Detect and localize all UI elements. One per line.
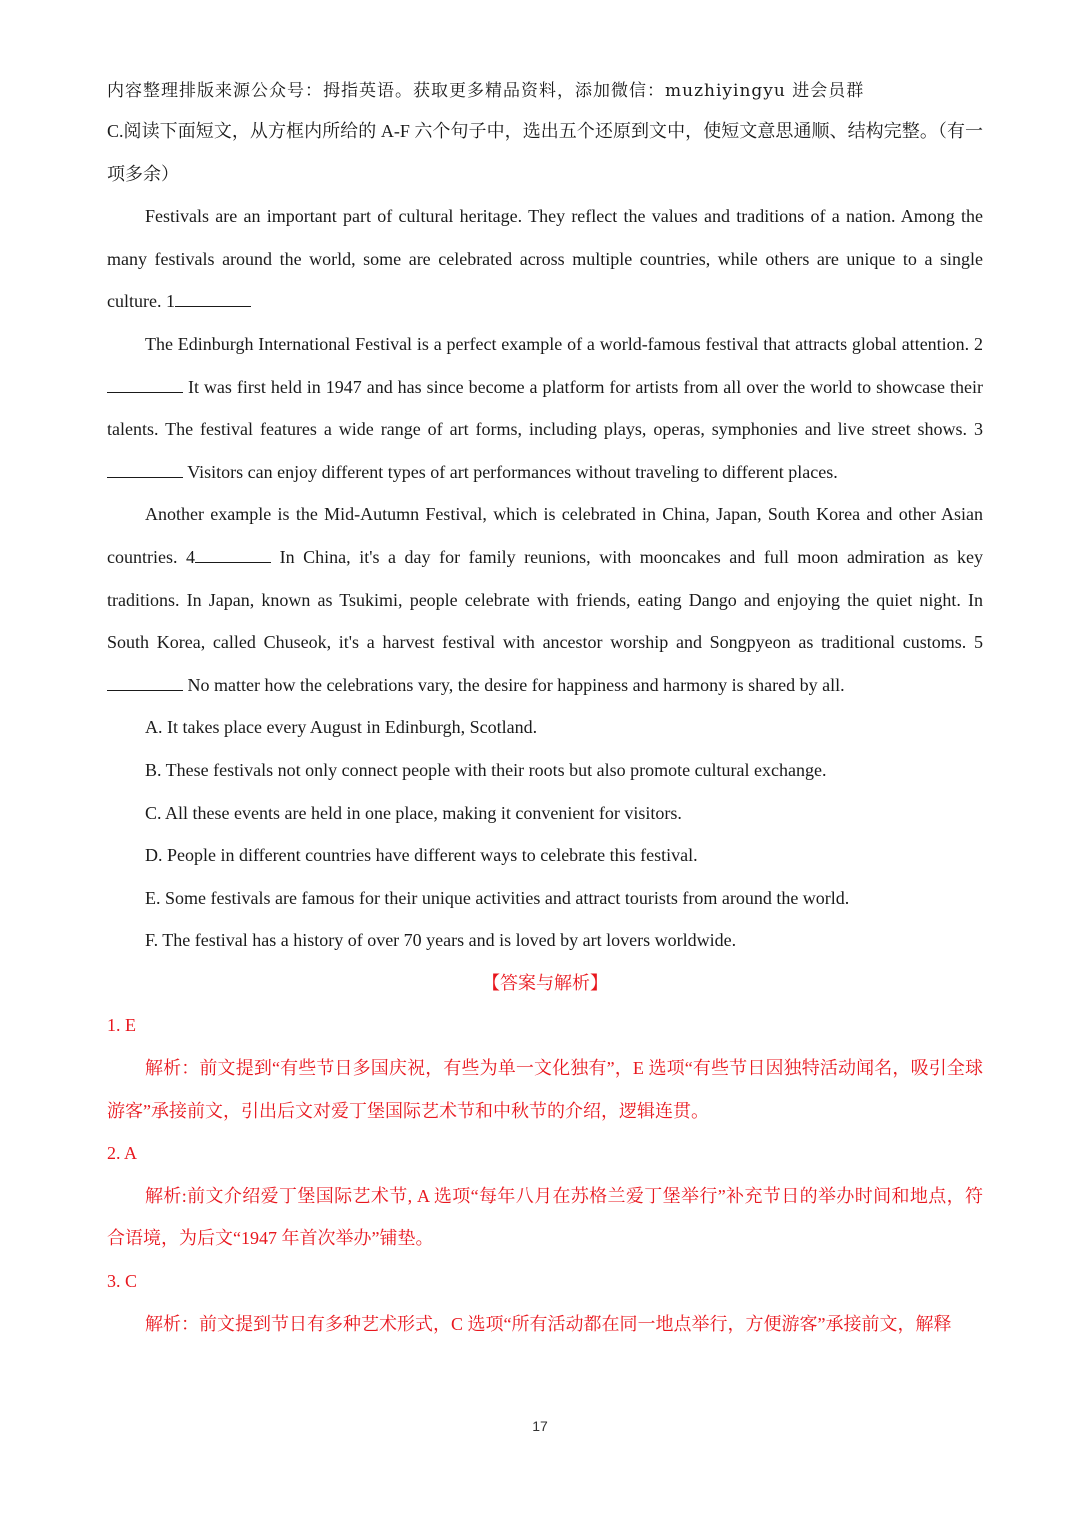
blank-4 [195, 544, 271, 563]
page-number: 17 [532, 1418, 548, 1434]
option-c: C. All these events are held in one place, making it convenient for visitors. [145, 802, 682, 823]
p2-text-b: It was first held in 1947 and has since become a platform for artists from all over the world to showcase their talents. The festival features a wide range of art forms, including plays, operas, symphonies and live street shows. [107, 376, 983, 440]
passage-paragraph-3 [107, 493, 983, 706]
answer-1-explanation: 解析：前文提到“有些节日多国庆祝，有些为单一文化独有”，E 选项“有些节日因独特活动闻名，吸引全球游客”承接前文，引出后文对爱丁堡国际艺术节和中秋节的介绍，逻辑连贯。 [107, 1058, 983, 1121]
answers-title: 【答案与解析】 [482, 972, 608, 993]
blank-2-number: 2 [974, 333, 984, 354]
p3-text-a: Another example is the Mid-Autumn Festival, which is celebrated in China, Japan, South Korea and other Asian countries. [107, 504, 983, 567]
blank-3 [107, 459, 183, 478]
blank-1-number: 1 [165, 291, 175, 312]
answer-3-label: 3. C [107, 1271, 138, 1292]
option-d: D. People in different countries have different ways to celebrate this festival. [145, 845, 698, 866]
blank-1 [175, 288, 251, 307]
p2-text-c: Visitors can enjoy different types of art performances without traveling to different places. [187, 461, 838, 482]
source-header: 内容整理排版来源公众号：拇指英语。获取更多精品资料，添加微信：muzhiyingyu 进会员群 [107, 81, 865, 101]
option-b: B. These festivals not only connect people with their roots but also promote cultural exchange. [145, 759, 827, 780]
answer-1-label: 1. E [107, 1015, 136, 1036]
passage-paragraph-2 [107, 323, 983, 493]
document-page [107, 72, 983, 1345]
section-instruction: C.阅读下面短文，从方框内所给的 A-F 六个句子中，选出五个还原到文中，使短文意思通顺、结构完整。（有一项多余） [107, 121, 983, 184]
p1-text: Festivals are an important part of cultural heritage. They reflect the values and traditions of a nation. Among the many festivals around the world, some are celebrated across multiple countries, while others are unique to a single culture. [107, 206, 983, 312]
blank-5-number: 5 [974, 632, 983, 653]
blank-3-number: 3 [974, 419, 983, 440]
answer-2-explanation: 解析:前文介绍爱丁堡国际艺术节, A 选项“每年八月在苏格兰爱丁堡举行”补充节日的举办时间和地点，符合语境，为后文“1947 年首次举办”铺垫。 [107, 1185, 983, 1249]
option-a: A. It takes place every August in Edinburgh, Scotland. [145, 717, 538, 738]
passage-paragraph-1 [107, 195, 983, 323]
blank-2 [107, 374, 183, 393]
blank-4-number: 4 [186, 546, 196, 567]
p3-text-b: In China, it's a day for family reunions, with mooncakes and full moon admiration as key traditions. In Japan, known as Tsukimi, people celebrate with friends, eating Dango and enjoying the quiet night. In South Korea, called Chuseok, it's a harvest festival with ancestor worship and Songpyeon as traditional customs. [107, 546, 984, 653]
answer-3-explanation: 解析：前文提到节日有多种艺术形式，C 选项“所有活动都在同一地点举行，方便游客”承接前文，解释 [145, 1313, 952, 1334]
answer-2-label: 2. A [107, 1143, 138, 1164]
option-f: F. The festival has a history of over 70 years and is loved by art lovers worldwide. [145, 930, 737, 951]
blank-5 [107, 672, 183, 691]
p2-text-a: The Edinburgh International Festival is a perfect example of a world-famous festival that attracts global attention. [145, 333, 970, 354]
option-e: E. Some festivals are famous for their unique activities and attract tourists from around the world. [145, 887, 850, 908]
p3-text-c: No matter how the celebrations vary, the desire for happiness and harmony is shared by all. [187, 674, 845, 695]
